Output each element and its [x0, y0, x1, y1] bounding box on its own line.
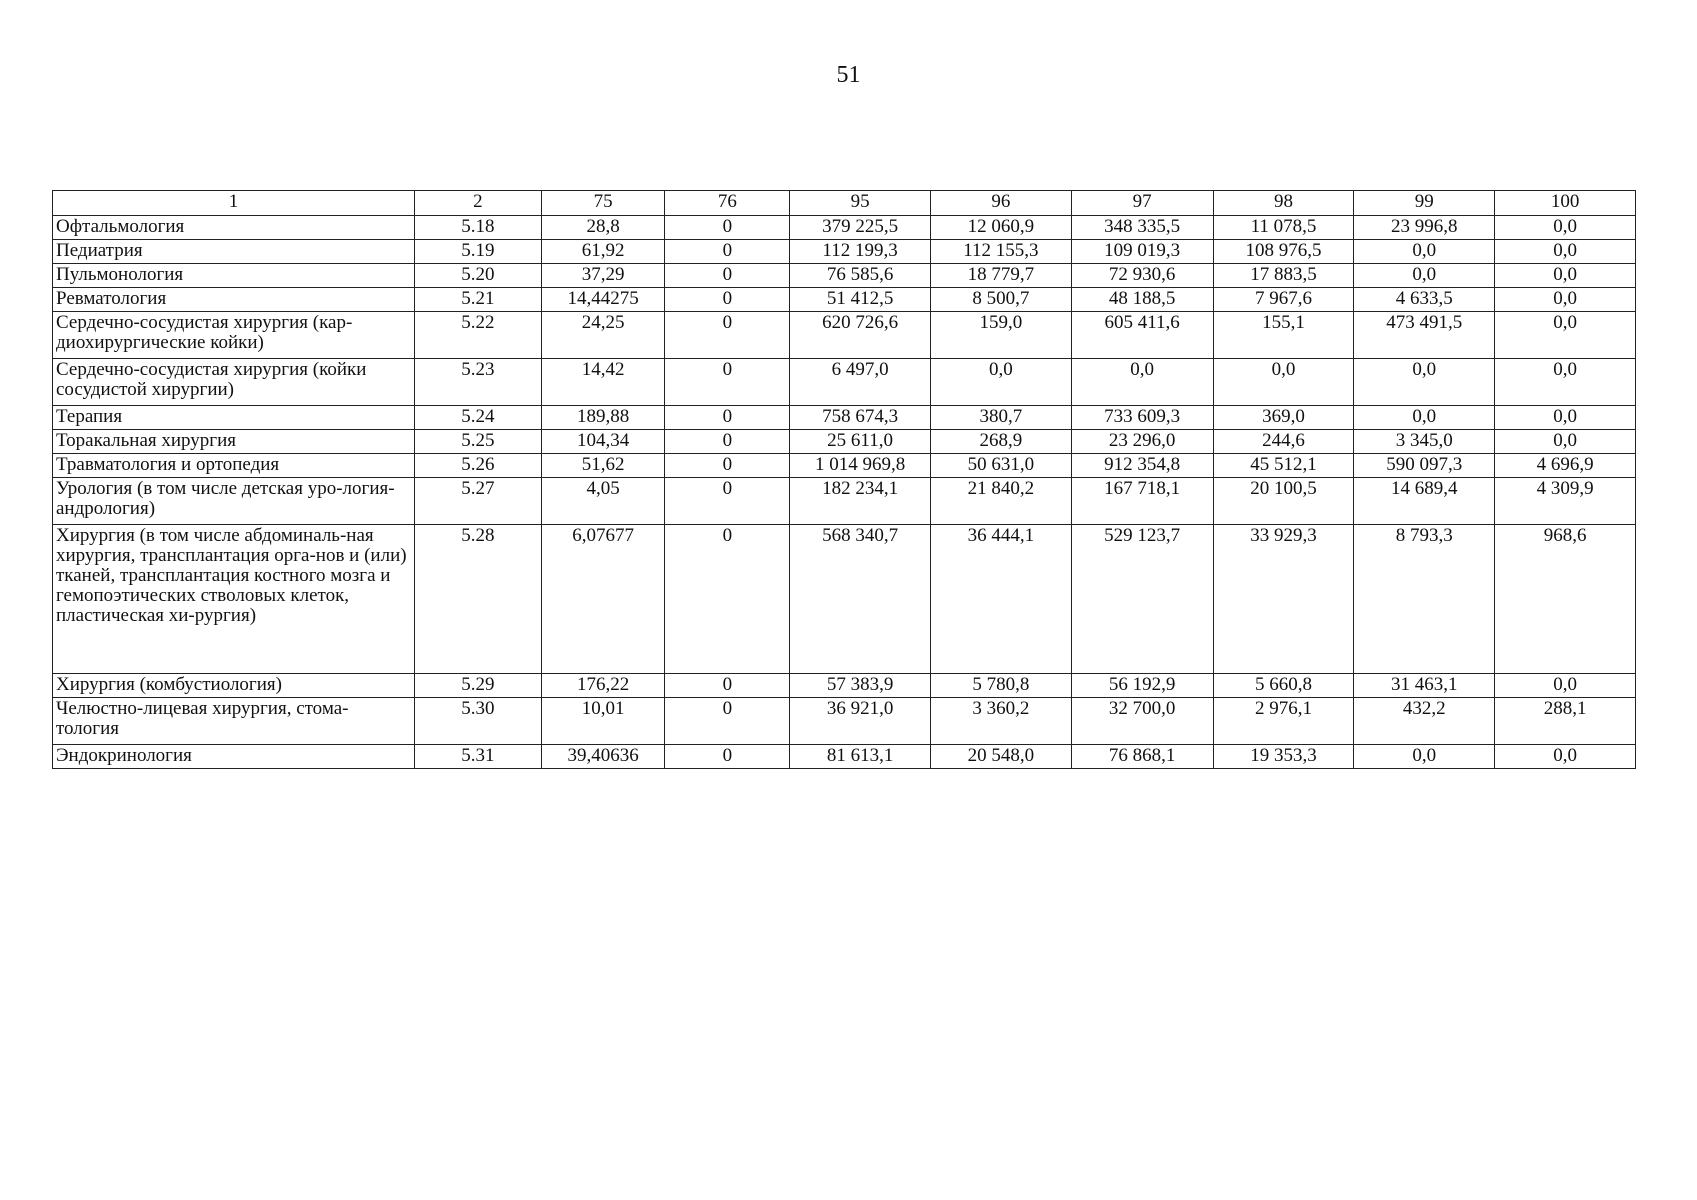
- value-cell: 14 689,4: [1354, 478, 1495, 525]
- value-cell: 0,0: [1495, 406, 1636, 430]
- value-cell: 0,0: [1213, 359, 1354, 406]
- profile-name-cell: Травматология и ортопедия: [53, 454, 415, 478]
- value-cell: 12 060,9: [930, 216, 1071, 240]
- value-cell: 20 100,5: [1213, 478, 1354, 525]
- value-cell: 244,6: [1213, 430, 1354, 454]
- value-cell: 0,0: [1495, 430, 1636, 454]
- column-header: 2: [415, 191, 542, 216]
- value-cell: 0: [665, 312, 790, 359]
- code-cell: 5.27: [415, 478, 542, 525]
- table-row: [53, 430, 1636, 454]
- code-cell: 5.21: [415, 288, 542, 312]
- code-cell: 5.29: [415, 674, 542, 698]
- code-cell: 5.31: [415, 745, 542, 769]
- code-cell: 5.23: [415, 359, 542, 406]
- profile-name-cell: Терапия: [53, 406, 415, 430]
- table-row: [53, 745, 1636, 769]
- value-cell: 37,29: [541, 264, 665, 288]
- column-header: 96: [930, 191, 1071, 216]
- column-header: 100: [1495, 191, 1636, 216]
- value-cell: 51,62: [541, 454, 665, 478]
- code-cell: 5.30: [415, 698, 542, 745]
- code-cell: 5.28: [415, 525, 542, 674]
- column-header: 76: [665, 191, 790, 216]
- value-cell: 3 345,0: [1354, 430, 1495, 454]
- data-table: [52, 190, 1636, 769]
- value-cell: 0,0: [1354, 359, 1495, 406]
- value-cell: 0,0: [1354, 240, 1495, 264]
- value-cell: 568 340,7: [790, 525, 931, 674]
- profile-name-cell: Урология (в том числе детская уро-логия-андрология): [53, 478, 415, 525]
- table-row: [53, 264, 1636, 288]
- value-cell: 0,0: [1071, 359, 1213, 406]
- value-cell: 155,1: [1213, 312, 1354, 359]
- value-cell: 5 660,8: [1213, 674, 1354, 698]
- table-row: [53, 312, 1636, 359]
- value-cell: 112 155,3: [930, 240, 1071, 264]
- profile-name-cell: Хирургия (в том числе абдоминаль-ная хирургия, трансплантация орга-нов и (или) тканей, трансплантация костного мозга и гемопоэтических стволовых клеток, пластическая хи-рургия): [53, 525, 415, 674]
- value-cell: 81 613,1: [790, 745, 931, 769]
- value-cell: 0: [665, 240, 790, 264]
- table-row: [53, 674, 1636, 698]
- value-cell: 167 718,1: [1071, 478, 1213, 525]
- value-cell: 36 921,0: [790, 698, 931, 745]
- value-cell: 8 500,7: [930, 288, 1071, 312]
- table-row: [53, 359, 1636, 406]
- code-cell: 5.22: [415, 312, 542, 359]
- value-cell: 0: [665, 359, 790, 406]
- code-cell: 5.25: [415, 430, 542, 454]
- value-cell: 4 696,9: [1495, 454, 1636, 478]
- value-cell: 14,44275: [541, 288, 665, 312]
- value-cell: 6 497,0: [790, 359, 931, 406]
- value-cell: 0: [665, 216, 790, 240]
- value-cell: 108 976,5: [1213, 240, 1354, 264]
- profile-name-cell: Сердечно-сосудистая хирургия (кар-диохирургические койки): [53, 312, 415, 359]
- code-cell: 5.19: [415, 240, 542, 264]
- value-cell: 8 793,3: [1354, 525, 1495, 674]
- value-cell: 4,05: [541, 478, 665, 525]
- value-cell: 28,8: [541, 216, 665, 240]
- value-cell: 36 444,1: [930, 525, 1071, 674]
- value-cell: 912 354,8: [1071, 454, 1213, 478]
- code-cell: 5.20: [415, 264, 542, 288]
- value-cell: 4 633,5: [1354, 288, 1495, 312]
- value-cell: 0,0: [1495, 264, 1636, 288]
- profile-name-cell: Сердечно-сосудистая хирургия (койки сосудистой хирургии): [53, 359, 415, 406]
- page-number: 51: [836, 62, 861, 88]
- value-cell: 0,0: [1495, 312, 1636, 359]
- value-cell: 432,2: [1354, 698, 1495, 745]
- column-header: 98: [1213, 191, 1354, 216]
- value-cell: 5 780,8: [930, 674, 1071, 698]
- value-cell: 620 726,6: [790, 312, 931, 359]
- profile-name-cell: Торакальная хирургия: [53, 430, 415, 454]
- value-cell: 76 868,1: [1071, 745, 1213, 769]
- value-cell: 104,34: [541, 430, 665, 454]
- value-cell: 968,6: [1495, 525, 1636, 674]
- value-cell: 369,0: [1213, 406, 1354, 430]
- profile-name-cell: Офтальмология: [53, 216, 415, 240]
- value-cell: 45 512,1: [1213, 454, 1354, 478]
- profile-name-cell: Эндокринология: [53, 745, 415, 769]
- table-row: [53, 288, 1636, 312]
- value-cell: 0,0: [1495, 674, 1636, 698]
- column-header: 75: [541, 191, 665, 216]
- value-cell: 379 225,5: [790, 216, 931, 240]
- value-cell: 20 548,0: [930, 745, 1071, 769]
- value-cell: 7 967,6: [1213, 288, 1354, 312]
- value-cell: 0: [665, 698, 790, 745]
- value-cell: 0,0: [1495, 288, 1636, 312]
- value-cell: 380,7: [930, 406, 1071, 430]
- value-cell: 31 463,1: [1354, 674, 1495, 698]
- value-cell: 50 631,0: [930, 454, 1071, 478]
- profile-name-cell: Хирургия (комбустиология): [53, 674, 415, 698]
- value-cell: 0: [665, 454, 790, 478]
- value-cell: 21 840,2: [930, 478, 1071, 525]
- value-cell: 25 611,0: [790, 430, 931, 454]
- table-row: [53, 478, 1636, 525]
- value-cell: 189,88: [541, 406, 665, 430]
- value-cell: 0,0: [1354, 745, 1495, 769]
- value-cell: 758 674,3: [790, 406, 931, 430]
- code-cell: 5.26: [415, 454, 542, 478]
- value-cell: 0: [665, 264, 790, 288]
- value-cell: 76 585,6: [790, 264, 931, 288]
- value-cell: 0: [665, 430, 790, 454]
- value-cell: 0,0: [1495, 359, 1636, 406]
- value-cell: 0,0: [1495, 240, 1636, 264]
- value-cell: 605 411,6: [1071, 312, 1213, 359]
- table-row: [53, 406, 1636, 430]
- value-cell: 0,0: [1495, 745, 1636, 769]
- code-cell: 5.18: [415, 216, 542, 240]
- value-cell: 733 609,3: [1071, 406, 1213, 430]
- value-cell: 159,0: [930, 312, 1071, 359]
- value-cell: 590 097,3: [1354, 454, 1495, 478]
- value-cell: 4 309,9: [1495, 478, 1636, 525]
- value-cell: 2 976,1: [1213, 698, 1354, 745]
- value-cell: 0: [665, 288, 790, 312]
- value-cell: 0: [665, 478, 790, 525]
- value-cell: 39,40636: [541, 745, 665, 769]
- value-cell: 56 192,9: [1071, 674, 1213, 698]
- value-cell: 176,22: [541, 674, 665, 698]
- value-cell: 0: [665, 674, 790, 698]
- value-cell: 19 353,3: [1213, 745, 1354, 769]
- value-cell: 51 412,5: [790, 288, 931, 312]
- value-cell: 348 335,5: [1071, 216, 1213, 240]
- value-cell: 3 360,2: [930, 698, 1071, 745]
- header-row: [53, 191, 1636, 216]
- value-cell: 57 383,9: [790, 674, 931, 698]
- value-cell: 0: [665, 745, 790, 769]
- value-cell: 182 234,1: [790, 478, 931, 525]
- profile-name-cell: Педиатрия: [53, 240, 415, 264]
- value-cell: 112 199,3: [790, 240, 931, 264]
- value-cell: 32 700,0: [1071, 698, 1213, 745]
- value-cell: 1 014 969,8: [790, 454, 931, 478]
- table-row: [53, 216, 1636, 240]
- value-cell: 109 019,3: [1071, 240, 1213, 264]
- value-cell: 33 929,3: [1213, 525, 1354, 674]
- value-cell: 61,92: [541, 240, 665, 264]
- value-cell: 0,0: [1495, 216, 1636, 240]
- value-cell: 72 930,6: [1071, 264, 1213, 288]
- value-cell: 14,42: [541, 359, 665, 406]
- value-cell: 11 078,5: [1213, 216, 1354, 240]
- value-cell: 288,1: [1495, 698, 1636, 745]
- profile-name-cell: Пульмонология: [53, 264, 415, 288]
- value-cell: 529 123,7: [1071, 525, 1213, 674]
- table-row: [53, 698, 1636, 745]
- value-cell: 10,01: [541, 698, 665, 745]
- value-cell: 0: [665, 525, 790, 674]
- value-cell: 23 996,8: [1354, 216, 1495, 240]
- column-header: 99: [1354, 191, 1495, 216]
- value-cell: 48 188,5: [1071, 288, 1213, 312]
- column-header: 97: [1071, 191, 1213, 216]
- table-row: [53, 454, 1636, 478]
- value-cell: 0,0: [1354, 406, 1495, 430]
- column-header: 95: [790, 191, 931, 216]
- profile-name-cell: Челюстно-лицевая хирургия, стома-тология: [53, 698, 415, 745]
- code-cell: 5.24: [415, 406, 542, 430]
- value-cell: 0: [665, 406, 790, 430]
- value-cell: 6,07677: [541, 525, 665, 674]
- value-cell: 23 296,0: [1071, 430, 1213, 454]
- column-header: 1: [53, 191, 415, 216]
- value-cell: 24,25: [541, 312, 665, 359]
- table-row: [53, 525, 1636, 674]
- value-cell: 18 779,7: [930, 264, 1071, 288]
- value-cell: 473 491,5: [1354, 312, 1495, 359]
- value-cell: 0,0: [930, 359, 1071, 406]
- value-cell: 0,0: [1354, 264, 1495, 288]
- value-cell: 17 883,5: [1213, 264, 1354, 288]
- value-cell: 268,9: [930, 430, 1071, 454]
- table-row: [53, 240, 1636, 264]
- profile-name-cell: Ревматология: [53, 288, 415, 312]
